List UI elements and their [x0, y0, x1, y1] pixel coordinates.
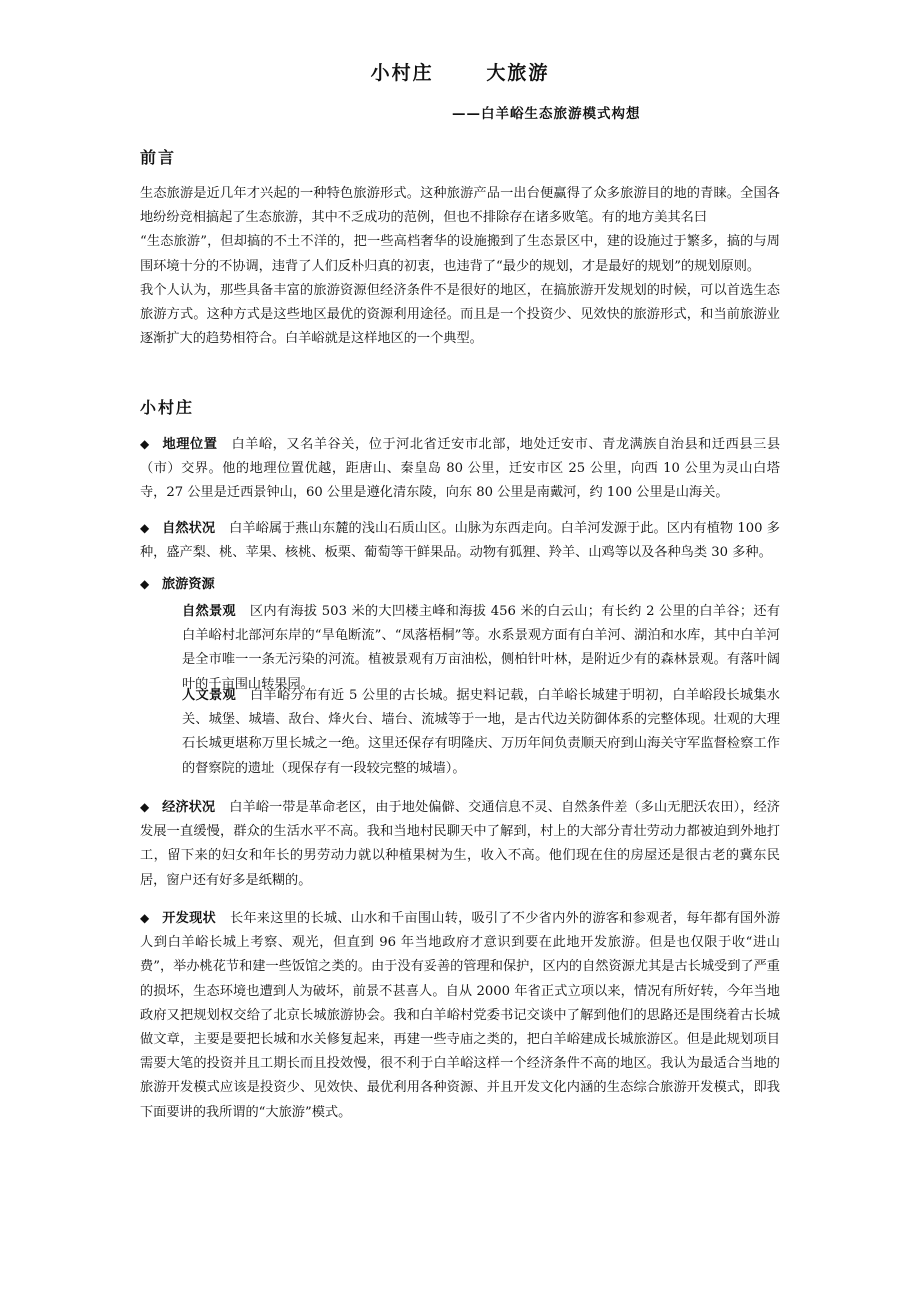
preface-paragraph-3: 我个人认为，那些具备丰富的旅游资源但经济条件不是很好的地区，在搞旅游开发规划的时候，可以首选生态旅游方式。这种方式是这些地区最优的资源利用途径。而且是一个投资少、见效快的旅游形式，和当前旅游业逐渐扩大的趋势相符合。白羊峪就是这样地区的一个典型。	[140, 282, 780, 347]
preface-body	[140, 182, 780, 351]
economy-text: 白羊峪一带是革命老区，由于地处偏僻、交通信息不灵、自然条件差（多山无肥沃农田），经济发展一直缓慢，群众的生活水平不高。我和当地村民聊天中了解到，村上的大部分青壮劳动力都被迫到外地打工，留下来的妇女和年长的男劳动力就以种植果树为生，收入不高。他们现在住的房屋还是很古老的冀东民居，窗户还有好多是纸糊的。	[140, 800, 780, 888]
preface-heading: 前言	[140, 148, 177, 167]
bullet-development	[140, 906, 780, 1125]
human-scenery-block	[182, 684, 780, 781]
document-subtitle: ——白羊峪生态旅游模式构想	[452, 106, 641, 122]
diamond-bullet-icon: ◆	[140, 521, 150, 535]
bullet-location	[140, 432, 780, 506]
development-label: 开发现状	[162, 911, 216, 926]
title-part-small-village: 小村庄	[370, 62, 434, 84]
diamond-bullet-icon: ◆	[140, 800, 150, 814]
preface-paragraph-1: 生态旅游是近几年才兴起的一种特色旅游形式。这种旅游产品一出台便赢得了众多旅游目的地的青睐。全国各地纷纷竞相搞起了生态旅游，其中不乏成功的范例，但也不排除存在诸多败笔。有的地方美其名曰	[140, 186, 780, 226]
document-title	[0, 58, 920, 85]
development-text: 长年来这里的长城、山水和千亩围山转，吸引了不少省内外的游客和参观者，每年都有国外游人到白羊峪长城上考察、观光，但直到 96 年当地政府才意识到要在此地开发旅游。但是也仅限于收“进山费”，举办桃花节和建一些饭馆之类的。由于没有妥善的管理和保护，区内的自然资源尤其是古长城受到了严重的损坏，生态环境也遭到人为破坏，前景不甚喜人。自从 2000 年省正式立项以来，情况有所好转，今年当地政府又把规划权交给了北京长城旅游协会。我和白羊峪村党委书记交谈中了解到他们的思路还是围绕着古长城做文章，主要是要把长城和水关修复起来，再建一些寺庙之类的，把白羊峪建成长城旅游区。但是此规划项目需要大笔的投资并且工期长而且投效慢，很不利于白羊峪这样一个经济条件不高的地区。我认为最适合当地的旅游开发模式应该是投资少、见效快、最优利用各种资源、并且开发文化内涵的生态综合旅游开发模式，即我下面要讲的我所谓的“大旅游”模式。	[140, 911, 781, 1120]
diamond-bullet-icon: ◆	[140, 437, 150, 451]
bullet-resources	[140, 572, 780, 597]
nature-label: 自然状况	[162, 521, 216, 536]
nature-text: 白羊峪属于燕山东麓的浅山石质山区。山脉为东西走向。白羊河发源于此。区内有植物 100 多种，盛产梨、桃、苹果、核桃、板栗、葡萄等干鲜果品。动物有狐狸、羚羊、山鸡等以及各种鸟类 30 多种。	[140, 521, 780, 561]
human-scenery-text: 白羊峪分布有近 5 公里的古长城。据史料记载，白羊峪长城建于明初，白羊峪段长城集水关、城堡、城墙、敌台、烽火台、墙台、流城等于一地，是古代边关防御体系的完整体现。壮观的大理石长城更堪称万里长城之一绝。这里还保存有明隆庆、万历年间负责顺天府到山海关守军监督检察工作的督察院的遗址（现保存有一段较完整的城墙）。	[182, 688, 780, 776]
title-part-big-tourism: 大旅游	[486, 62, 550, 84]
natural-scenery-text: 区内有海拔 503 米的大凹楼主峰和海拔 456 米的白云山；有长约 2 公里的白羊谷；还有白羊峪村北部河东岸的“旱龟断流”、“凤落梧桐”等。水系景观方面有白羊河、湖泊和水库，其中白羊河是全市唯一一条无污染的河流。植被景观有万亩油松，侧柏针叶林，是附近少有的森林景观。有落叶阔叶的千亩围山转果园。	[182, 604, 781, 692]
economy-label: 经济状况	[162, 800, 216, 815]
diamond-bullet-icon: ◆	[140, 911, 150, 925]
resources-label: 旅游资源	[162, 577, 215, 592]
section-heading-small-village: 小村庄	[140, 398, 195, 417]
human-scenery-label: 人文景观	[182, 688, 236, 703]
bullet-nature	[140, 516, 780, 565]
natural-scenery-block	[182, 600, 780, 697]
location-text: 白羊峪，又名羊谷关，位于河北省迁安市北部，地处迁安市、青龙满族自治县和迁西县三县（市）交界。他的地理位置优越，距唐山、秦皇岛 80 公里，迁安市区 25 公里，向西 10 公里为灵山白塔寺，27 公里是迁西景钟山，60 公里是遵化清东陵，向东 80 公里是南戴河，约 100 公里是山海关。	[140, 437, 781, 501]
diamond-bullet-icon: ◆	[140, 577, 150, 591]
preface-paragraph-2: “生态旅游”，但却搞的不土不洋的，把一些高档奢华的设施搬到了生态景区中，建的设施过于繁多，搞的与周围环境十分的不协调，违背了人们反朴归真的初衷，也违背了“最少的规划，才是最好的规划”的规划原则。	[140, 234, 780, 274]
location-label: 地理位置	[162, 437, 218, 452]
natural-scenery-label: 自然景观	[182, 604, 236, 619]
bullet-economy	[140, 795, 780, 893]
